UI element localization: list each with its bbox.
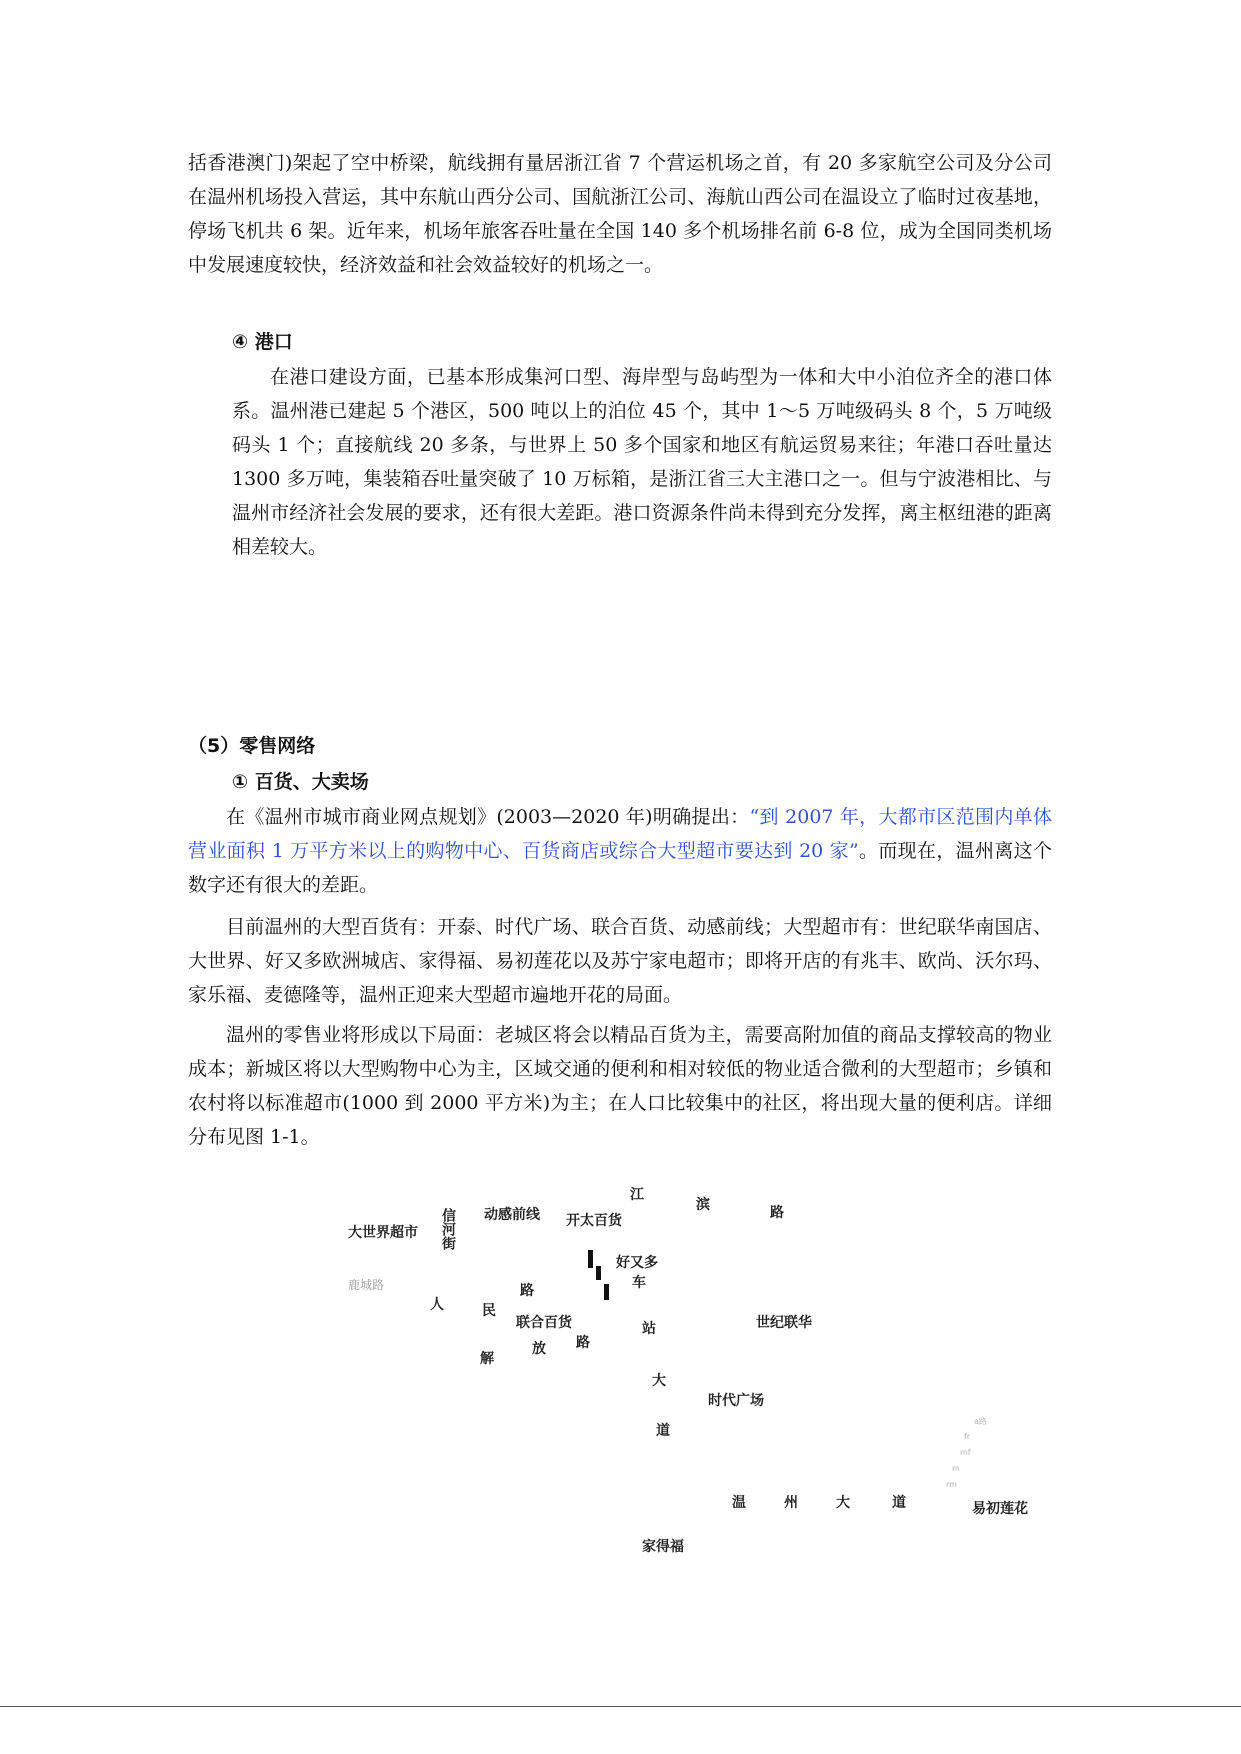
airport-paragraph: 括香港澳门)架起了空中桥梁，航线拥有量居浙江省 7 个营运机场之首，有 20 多家航空公司及分公司在温州机场投入营运，其中东航山西分公司、国航浙江公司、海航山西公司在温设立了临时过夜基地，停场飞机共 6 架。近年来，机场年旅客吞吐量在全国 140 多个机场排名前 6-8 位，成为全国同类机场中发展速度较快，经济效益和社会效益较好的机场之一。 xyxy=(188,152,1052,276)
map-faint-mark-2: fr xyxy=(964,1432,971,1441)
map-label-kaitai: 开太百货 xyxy=(566,1213,622,1229)
map-label-zhan: 站 xyxy=(642,1321,656,1337)
map-label-donggan: 动感前线 xyxy=(484,1207,540,1223)
map-label-yichu: 易初莲花 xyxy=(972,1501,1028,1517)
port-heading: ④ 港口 xyxy=(232,331,293,353)
map-label-jiadefu: 家得福 xyxy=(642,1539,684,1555)
map-label-lu-top: 路 xyxy=(770,1205,784,1221)
map-label-lianhe: 联合百货 xyxy=(516,1315,572,1331)
map-label-lu-jie: 路 xyxy=(576,1335,590,1351)
retail-paragraph-plan xyxy=(188,800,1052,902)
map-label-zhou: 州 xyxy=(784,1495,798,1511)
store-marker-che xyxy=(604,1284,609,1300)
plan-suffix: 。而现在，温州离这个数字还有很大的差距。 xyxy=(188,840,1052,896)
map-faint-mark-4: m xyxy=(952,1464,960,1473)
retail-section-heading: （5）零售网络 xyxy=(188,735,316,757)
map-label-jiang: 江 xyxy=(630,1187,644,1203)
plan-prefix: 在《温州市城市商业网点规划》(2003—2020 年)明确提出： xyxy=(226,806,750,828)
map-label-dao2: 道 xyxy=(892,1495,906,1511)
store-marker-haoyouduo xyxy=(596,1266,601,1280)
map-faint-mark-1: a路 xyxy=(974,1417,987,1426)
map-label-ren: 人 xyxy=(430,1297,444,1313)
map-label-lucheng: 鹿城路 xyxy=(348,1278,385,1292)
retail-paragraph-outlook: 温州的零售业将形成以下局面：老城区将会以精品百货为主，需要高附加值的商品支撑较高的物业成本；新城区将以大型购物中心为主，区域交通的便利和相对较低的物业适合微利的大型超市；乡镇和农村将以标准超市(1000 到 2000 平方米)为主；在人口比较集中的社区，将出现大量的便利店。详细分布见图 1-1。 xyxy=(188,1024,1052,1148)
map-label-shiji: 世纪联华 xyxy=(756,1315,812,1331)
map-label-dashijie: 大世界超市 xyxy=(348,1225,418,1241)
map-label-bin: 滨 xyxy=(696,1197,710,1213)
map-faint-mark-3: mf xyxy=(960,1448,971,1457)
retail-sub-heading: ① 百货、大卖场 xyxy=(232,771,369,793)
map-label-wen: 温 xyxy=(732,1495,746,1511)
map-label-da2: 大 xyxy=(836,1495,850,1511)
store-marker-kaitai xyxy=(588,1250,593,1268)
map-label-shidai: 时代广场 xyxy=(708,1393,764,1409)
map-faint-mark-5: rm xyxy=(946,1480,957,1489)
map-label-che: 车 xyxy=(632,1275,646,1291)
map-label-min: 民 xyxy=(482,1303,496,1319)
plan-quote: “到 2007 年，大都市区范围内单体营业面积 1 万平方米以上的购物中心、百货商店或综合大型超市要达到 20 家” xyxy=(188,806,1052,862)
map-label-haoyouduo: 好又多 xyxy=(616,1255,658,1271)
retail-paragraph-stores: 目前温州的大型百货有：开泰、时代广场、联合百货、动感前线；大型超市有：世纪联华南国店、大世界、好又多欧洲城店、家得福、易初莲花以及苏宁家电超市；即将开店的有兆丰、欧尚、沃尔玛、家乐福、麦德隆等，温州正迎来大型超市遍地开花的局面。 xyxy=(188,916,1052,1006)
page-footer-rule xyxy=(0,1706,1241,1707)
map-label-da1: 大 xyxy=(652,1373,666,1389)
map-label-dao1: 道 xyxy=(656,1423,670,1439)
map-label-lu-mid: 路 xyxy=(520,1283,534,1299)
map-label-xinhe: 信河街 xyxy=(440,1208,456,1250)
map-label-jie: 解 xyxy=(480,1351,494,1367)
map-label-fang: 放 xyxy=(532,1341,546,1357)
port-paragraph: 在港口建设方面，已基本形成集河口型、海岸型与岛屿型为一体和大中小泊位齐全的港口体系。温州港已建起 5 个港区，500 吨以上的泊位 45 个，其中 1～5 万吨级码头 8 个，5 万吨级码头 1 个；直接航线 20 多条，与世界上 50 多个国家和地区有航运贸易来往；年港口吞吐量达 1300 多万吨，集装箱吞吐量突破了 10 万标箱，是浙江省三大主港口之一。但与宁波港相比、与温州市经济社会发展的要求，还有很大差距。港口资源条件尚未得到充分发挥，离主枢纽港的距离相差较大。 xyxy=(232,366,1052,558)
retail-distribution-map xyxy=(320,1180,1080,1580)
